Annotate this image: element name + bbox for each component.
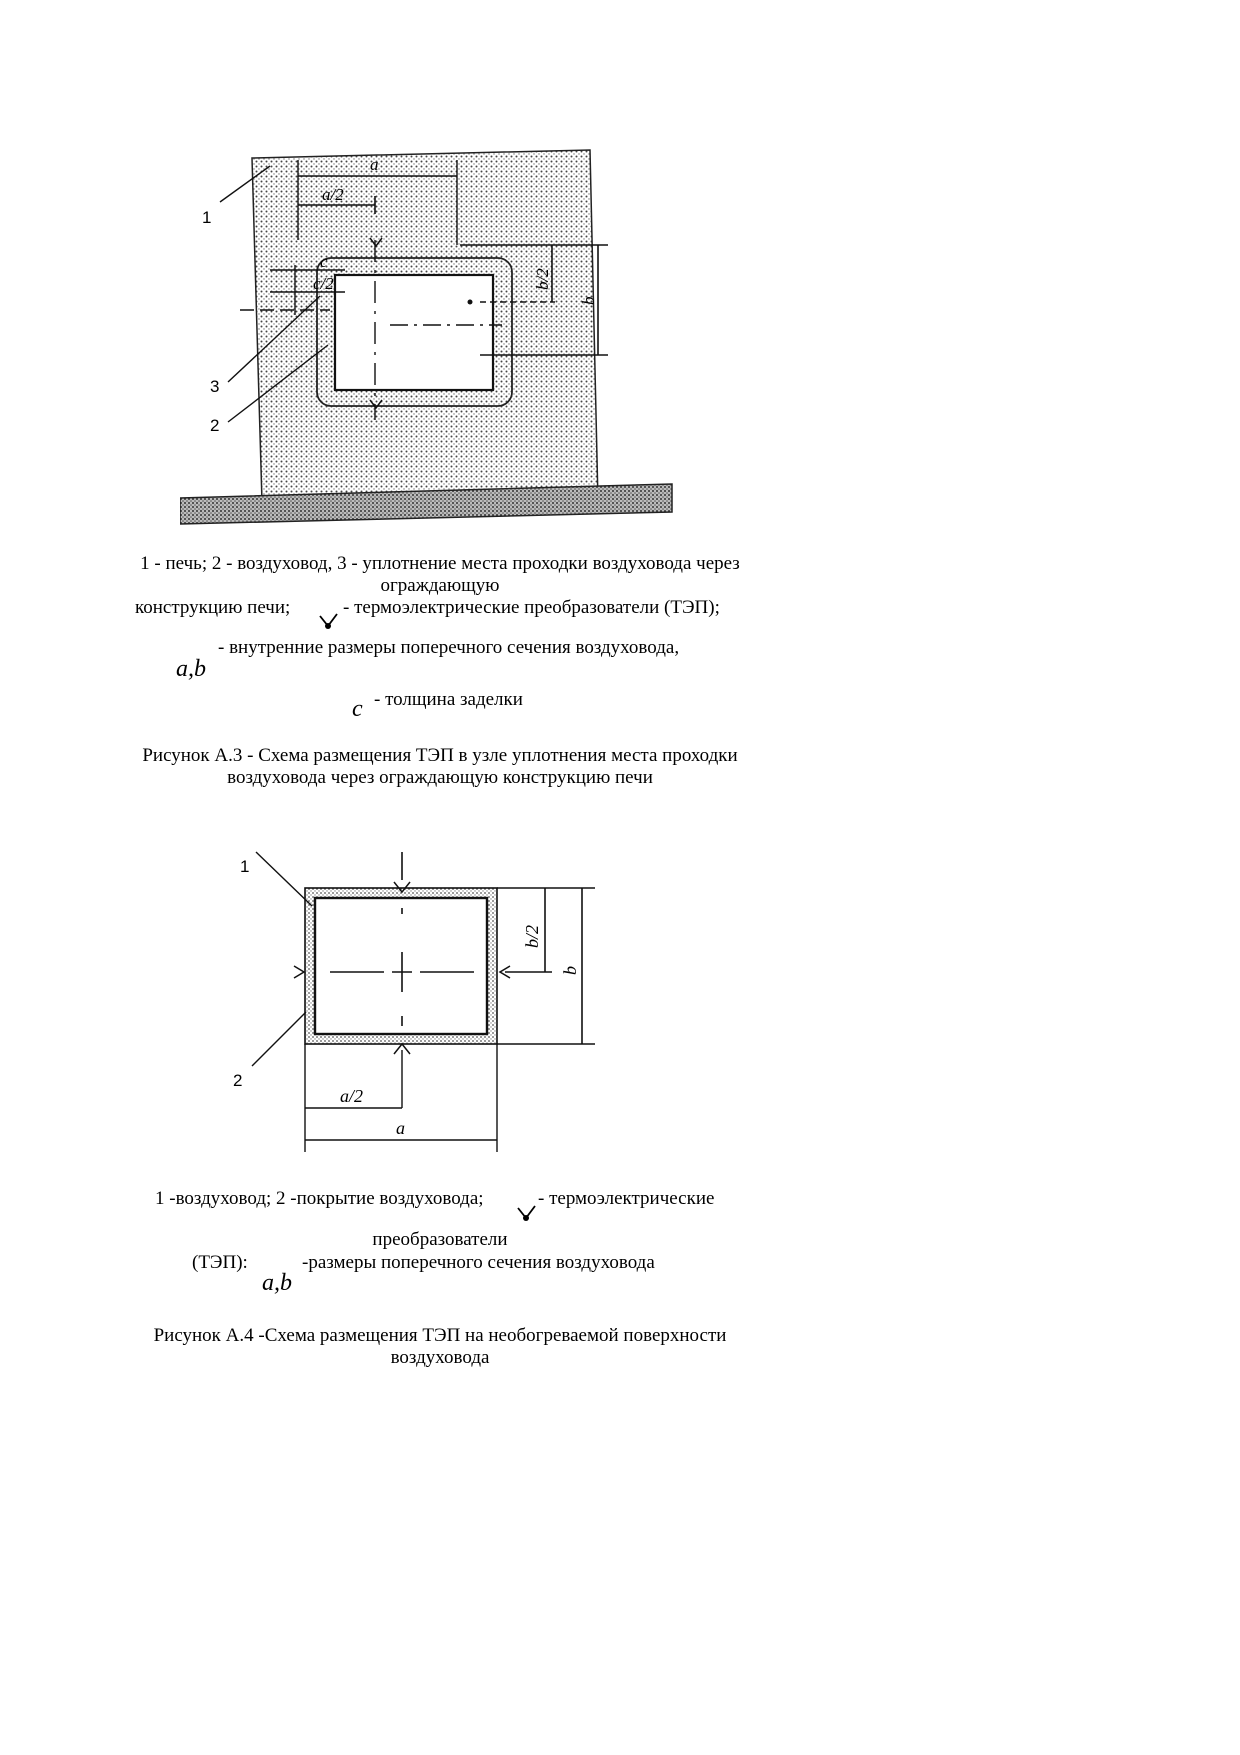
a4-legend-line3a: (ТЭП): — [192, 1252, 248, 1273]
label-a: a — [370, 155, 379, 174]
figure-a4-drawing — [220, 840, 640, 1160]
a4-caption-line1: Рисунок А.4 -Схема размещения ТЭП на необогреваемой поверхности — [153, 1325, 727, 1346]
label-c-half: c/2 — [313, 274, 334, 293]
a4-label-2: 2 — [233, 1071, 243, 1090]
a4-label-b: b — [560, 966, 580, 975]
label-3: 3 — [210, 377, 220, 396]
a3-legend-line3b: - термоэлектрические преобразователи (ТЭП); — [343, 597, 720, 618]
label-1: 1 — [202, 208, 212, 227]
a4-legend-line1a: 1 -воздуховод; 2 -покрытие воздуховода; — [155, 1188, 484, 1209]
duct-body — [315, 898, 487, 1034]
a3-legend-line3a: конструкцию печи; — [135, 597, 291, 618]
label-c: c — [320, 252, 328, 271]
tep-symbol-icon — [318, 612, 340, 632]
a3-legend-line1: 1 - печь; 2 - воздуховод, 3 - уплотнение места проходки воздуховода через — [140, 553, 740, 574]
a3-legend-line5: - толщина заделки — [374, 689, 523, 710]
a4-symbol-ab: a,b — [262, 1270, 292, 1296]
a4-legend-line2: преобразователи — [372, 1229, 508, 1250]
a4-label-a-half: a/2 — [340, 1086, 364, 1106]
a4-label-a: a — [396, 1118, 405, 1138]
a4-label-1: 1 — [240, 857, 250, 876]
label-b-half: b/2 — [533, 268, 552, 290]
a4-legend-line3b: -размеры поперечного сечения воздуховода — [302, 1252, 655, 1273]
a4-label-b-half: b/2 — [522, 924, 542, 948]
figure-a3-drawing — [180, 130, 680, 540]
a3-caption-line1: Рисунок А.3 - Схема размещения ТЭП в узле уплотнения места проходки — [142, 745, 738, 766]
label-2: 2 — [210, 416, 220, 435]
a3-legend-line2: ограждающую — [380, 575, 500, 596]
a4-legend-line1b: - термоэлектрические — [538, 1188, 715, 1209]
a3-symbol-c: c — [352, 696, 363, 722]
tep-symbol-icon — [516, 1204, 538, 1224]
a4-caption-line2: воздуховода — [390, 1347, 490, 1368]
a3-caption-line2: воздуховода через ограждающую конструкцию печи — [227, 767, 653, 788]
label-b: b — [579, 296, 598, 305]
duct-opening — [335, 275, 493, 390]
a3-symbol-ab: a,b — [176, 656, 206, 682]
a3-legend-line4: - внутренние размеры поперечного сечения воздуховода, — [218, 637, 680, 658]
label-a-half: a/2 — [322, 185, 344, 204]
